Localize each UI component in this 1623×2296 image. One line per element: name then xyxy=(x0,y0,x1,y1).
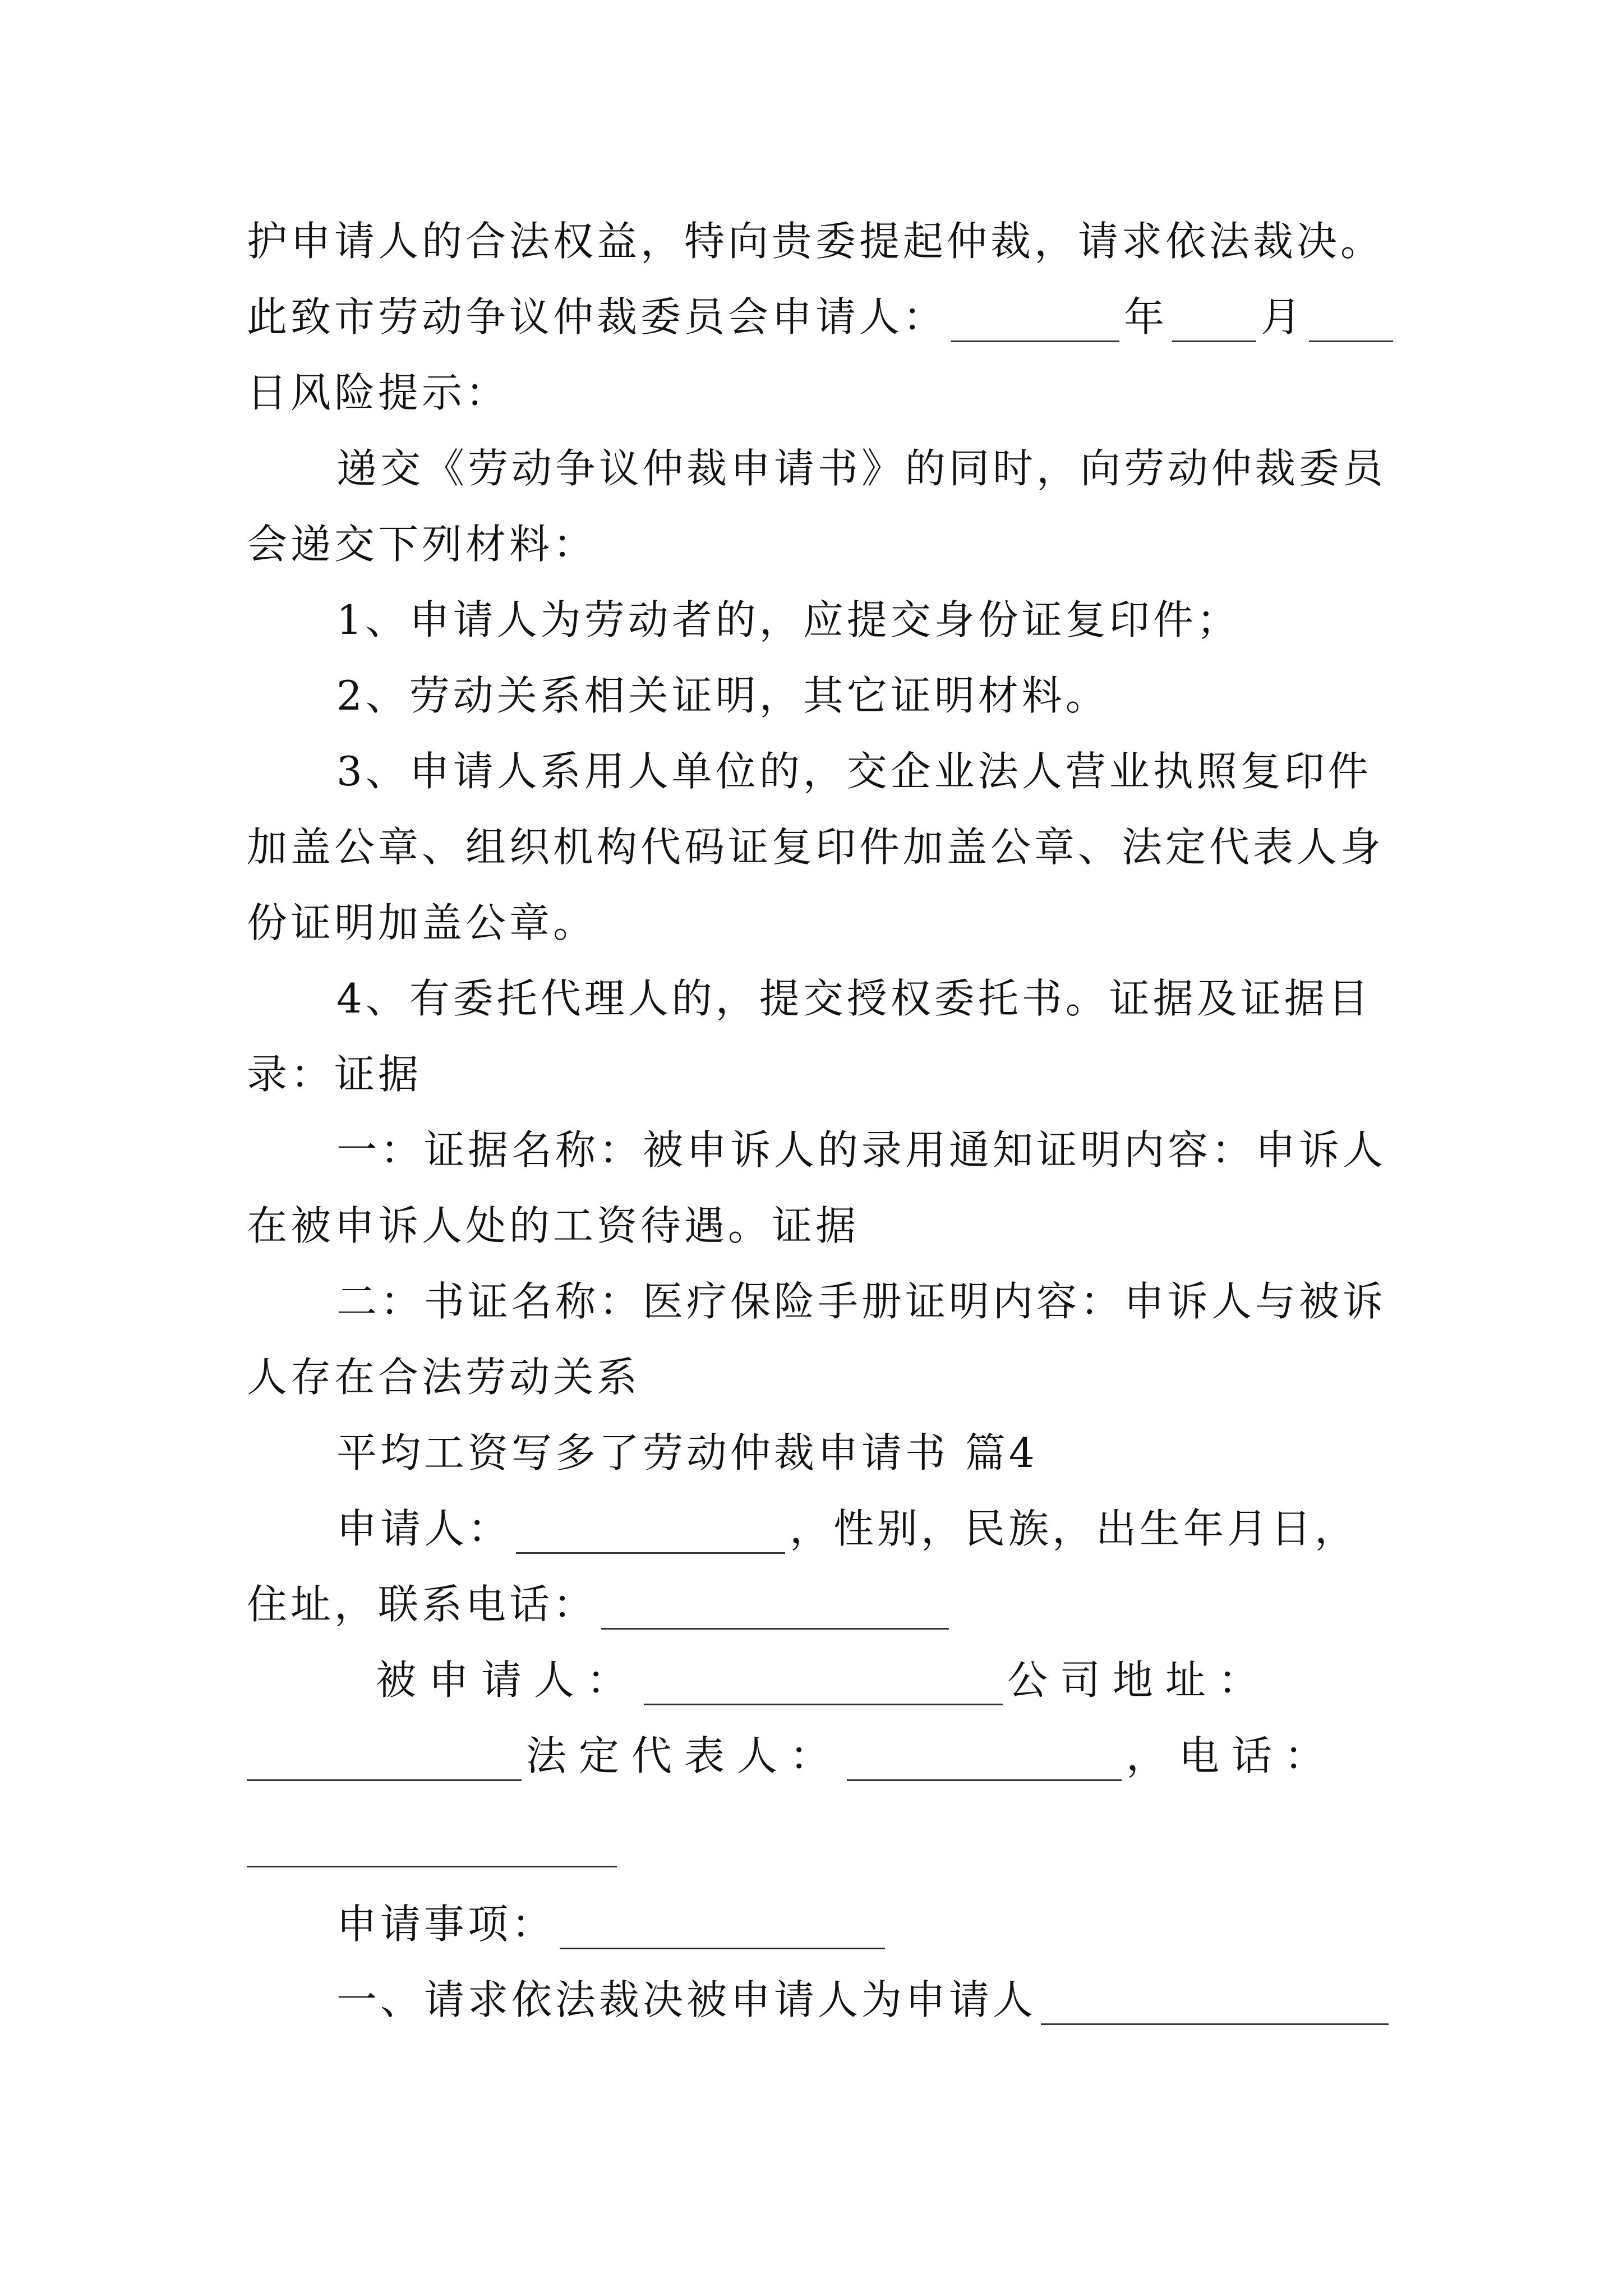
text: 申请人： xyxy=(336,1505,512,1552)
text: 递交《劳动争议仲裁申请书》的同时，向劳动仲裁委员 xyxy=(336,445,1387,492)
text: 月 xyxy=(1261,293,1305,341)
applicant-line xyxy=(247,1579,953,1630)
request-blank xyxy=(1041,1984,1389,2025)
paragraph-line xyxy=(247,292,1398,342)
paragraph-line xyxy=(247,822,1384,872)
text: 4、有委托代理人的，提交授权委托书。证据及证据目 xyxy=(336,975,1372,1022)
text: 2、劳动关系相关证明，其它证明材料。 xyxy=(336,672,1109,719)
paragraph-line xyxy=(247,898,597,948)
applicant-blank xyxy=(516,1513,785,1554)
text: 公司地址： xyxy=(1007,1657,1271,1704)
text: 一、请求依法裁决被申请人为申请人 xyxy=(336,1976,1037,2023)
paragraph-line xyxy=(336,1125,1386,1175)
legal-rep-blank xyxy=(847,1740,1122,1781)
text: 年 xyxy=(1124,293,1168,341)
text: 会递交下列材料： xyxy=(247,521,597,568)
text: 申请事项： xyxy=(336,1901,556,1948)
paragraph-line xyxy=(247,216,1384,266)
text: 日风险提示： xyxy=(247,369,510,416)
text: 此致市劳动争议仲裁委员会申请人： xyxy=(247,293,947,341)
blank-field xyxy=(951,301,1119,342)
paragraph-line xyxy=(247,519,597,569)
text: 二：书证名称：医疗保险手册证明内容：申诉人与被诉 xyxy=(336,1278,1387,1325)
paragraph-line xyxy=(336,1276,1386,1327)
list-item xyxy=(336,595,1241,645)
text: ，电话： xyxy=(1126,1732,1338,1779)
text: 录：证据 xyxy=(247,1051,422,1098)
paragraph-line xyxy=(247,367,509,418)
respondent-line xyxy=(376,1655,1271,1705)
paragraph-line xyxy=(247,1049,422,1099)
text: 平均工资写多了劳动仲裁申请书 篇4 xyxy=(336,1429,1038,1476)
phone-number-blank xyxy=(247,1865,617,1867)
text: 在被申诉人处的工资待遇。证据 xyxy=(247,1202,860,1249)
text: ，性别，民族，出生年月日， xyxy=(790,1505,1359,1552)
address-blank xyxy=(247,1740,522,1781)
matters-blank xyxy=(560,1908,885,1949)
legal-rep-line xyxy=(247,1731,1337,1781)
blank-field xyxy=(1172,301,1256,342)
matters-line xyxy=(336,1899,889,1949)
paragraph-line xyxy=(336,443,1386,494)
text: 加盖公章、组织机构代码证复印件加盖公章、法定代表人身 xyxy=(247,823,1385,871)
text: 法定代表人： xyxy=(526,1732,843,1779)
respondent-blank xyxy=(644,1664,1003,1705)
text: 一：证据名称：被申诉人的录用通知证明内容：申诉人 xyxy=(336,1126,1387,1174)
blank-field xyxy=(1309,301,1393,342)
text: 1、申请人为劳动者的，应提交身份证复印件； xyxy=(336,596,1241,643)
text: 人存在合法劳动关系 xyxy=(247,1354,641,1401)
text: 3、申请人系用人单位的，交企业法人营业执照复印件 xyxy=(336,748,1372,795)
paragraph-line xyxy=(247,1352,640,1402)
text: 被申请人： xyxy=(376,1657,640,1704)
text: 住址，联系电话： xyxy=(247,1581,597,1628)
list-item xyxy=(336,973,1372,1024)
list-item xyxy=(336,670,1109,721)
text: 份证明加盖公章。 xyxy=(247,899,597,946)
list-item xyxy=(336,746,1372,797)
paragraph-line xyxy=(247,1200,859,1251)
applicant-line xyxy=(336,1503,1358,1554)
text: 护申请人的合法权益，特向贵委提起仲裁，请求依法裁决。 xyxy=(247,218,1385,265)
phone-blank xyxy=(601,1589,949,1630)
section-title xyxy=(336,1428,1038,1478)
request-line xyxy=(336,1975,1393,2025)
